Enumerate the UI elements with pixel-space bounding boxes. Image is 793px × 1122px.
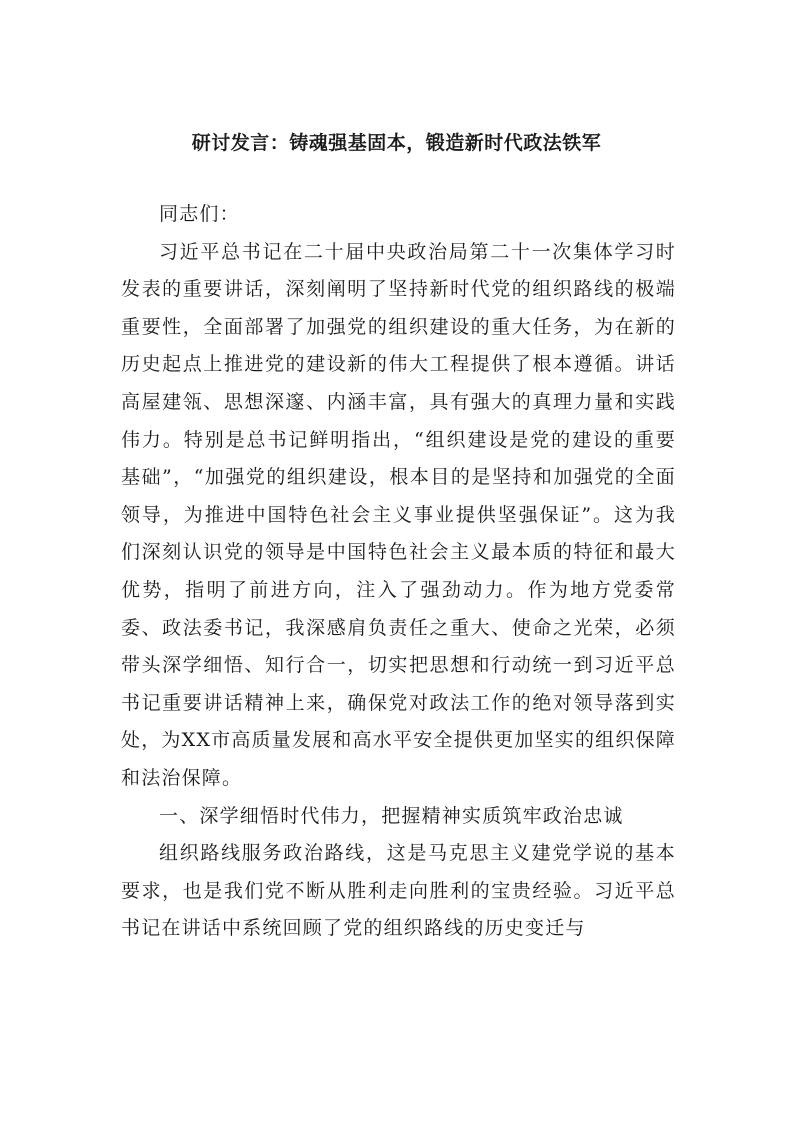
section-paragraph: 组织路线服务政治路线，这是马克思主义建党学说的基本要求，也是我们党不断从胜利走向胜利的宝贵经验。习近平总书记在讲话中系统回顾了党的组织路线的历史变迁与	[121, 842, 676, 940]
section-heading: 一、深学细悟时代伟力，把握精神实质筑牢政治忠诚	[159, 804, 624, 827]
document-title: 研讨发言：铸魂强基固本，锻造新时代政法铁军	[191, 132, 602, 154]
salutation: 同志们：	[159, 203, 240, 225]
document-body	[121, 196, 676, 948]
body-paragraph: 习近平总书记在二十届中央政治局第二十一次集体学习时发表的重要讲话，深刻阐明了坚持新时代党的组织路线的极端重要性，全面部署了加强党的组织建设的重大任务，为在新的历史起点上推进党的建设新的伟大工程提供了根本遵循。讲话高屋建瓴、思想深邃、内涵丰富，具有强大的真理力量和实践伟力。特别是总书记鲜明指出，“组织建设是党的建设的重要基础”，“加强党的组织建设，根本目的是坚持和加强党的全面领导，为推进中国特色社会主义事业提供坚强保证”。这为我们深刻认识党的领导是中国特色社会主义最本质的特征和最大优势，指明了前进方向，注入了强劲动力。作为地方党委常委、政法委书记，我深感肩负责任之重大、使命之光荣，必须带头深学细悟、知行合一，切实把思想和行动统一到习近平总书记重要讲话精神上来，确保党对政法工作的绝对领导落到实处，为XX市高质量发展和高水平安全提供更加坚实的组织保障和法治保障。	[121, 240, 676, 789]
